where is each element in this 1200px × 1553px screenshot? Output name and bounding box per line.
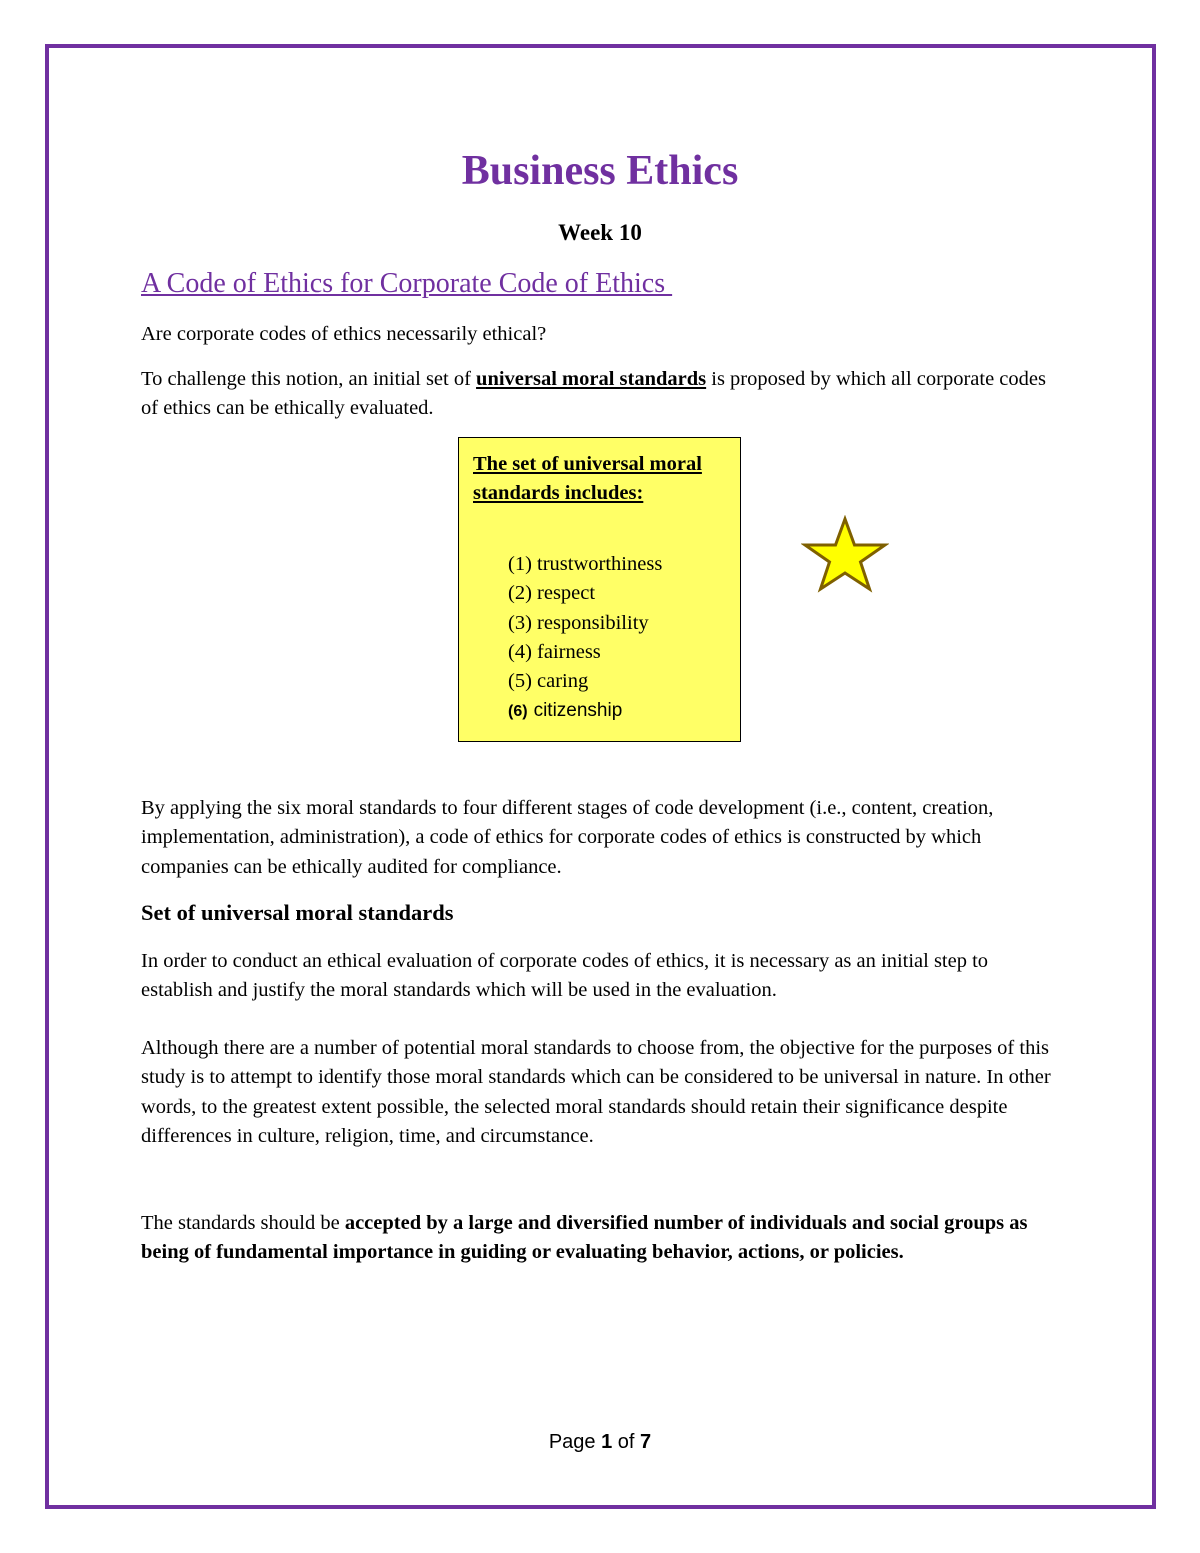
footer-total-pages: 7 [640,1431,652,1453]
standard-label: citizenship [533,700,623,722]
standard-number: (6) [508,703,528,721]
standard-label: respect [537,582,596,605]
footer-page-word: Page [548,1431,596,1453]
standard-label: fairness [537,640,601,663]
standard-number: (2) [508,582,532,605]
standard-label: trustworthiness [537,553,663,575]
standards-text-before: The standards should be [141,1212,345,1234]
challenge-emphasis: universal moral standards [476,368,707,390]
subheading: Set of universal moral standards [141,900,454,925]
standards-list-item [508,696,662,726]
objective-paragraph: Although there are a number of potential moral standards to choose from, the objective for the purposes of this study is to attempt to identify those moral standards which can be considered to be universal in nature. In other words, to the greatest extent possible, the selected moral standards should retain their significance despite differences in culture, religion, time, and circumstance. [141,1037,1051,1147]
page-border [45,44,1156,1509]
week-label: Week 10 [558,220,642,245]
standards-paragraph [141,1209,1061,1268]
intro-question: Are corporate codes of ethics necessarily ethical? [141,323,547,345]
standards-list-item [508,550,662,579]
star-icon [801,515,889,593]
standard-number: (1) [508,553,532,575]
standards-list-item [508,579,662,608]
standards-box-heading: The set of universal moral standards includes: [473,453,702,504]
page-footer [0,1428,1200,1456]
standard-number: (5) [508,670,532,693]
document-title: Business Ethics [461,148,739,194]
standard-number: (3) [508,611,532,634]
section-title: A Code of Ethics for Corporate Code of Ethics [141,268,673,299]
footer-page-number: 1 [601,1431,613,1453]
standards-box [458,437,741,742]
footer-of-word: of [617,1431,635,1453]
standards-list-item [508,638,662,667]
evaluation-paragraph: In order to conduct an ethical evaluation of corporate codes of ethics, it is necessary as an initial step to establish and justify the moral standards which will be used in the evaluation. [141,950,989,1002]
challenge-text-before: To challenge this notion, an initial set of [141,368,477,390]
standards-list-item [508,609,662,638]
challenge-paragraph [141,365,1061,424]
standard-label: caring [537,670,589,693]
standards-emphasis: accepted by a large and diversified number of individuals and social groups as being of fundamental importance in guiding or evaluating behavior, actions, or policies. [141,1212,1028,1264]
applying-paragraph: By applying the six moral standards to four different stages of code development (i.e., content, creation, implementation, administration), a code of ethics for corporate codes of ethics is constructed by which companies can be ethically audited for compliance. [141,797,994,878]
challenge-text-after: is proposed by which all corporate codes of ethics can be ethically evaluated. [141,368,1046,420]
standards-list-item [508,667,662,696]
standard-number: (4) [508,640,532,663]
standard-label: responsibility [537,611,649,634]
standards-list [508,550,662,727]
